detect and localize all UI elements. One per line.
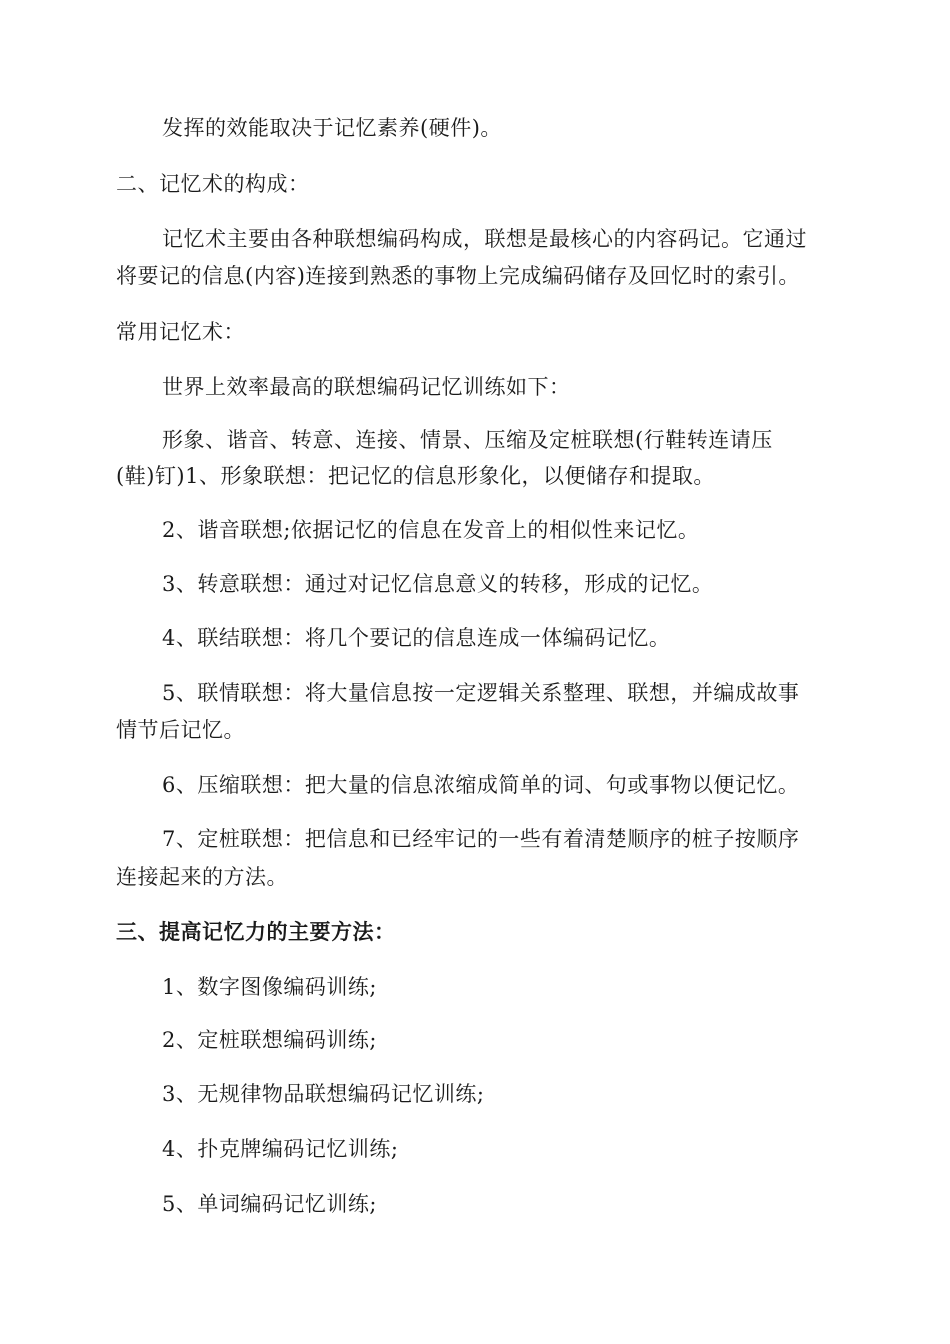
list-item: 3、无规律物品联想编码记忆训练; [162,1082,485,1106]
list-item: 连接起来的方法。 [116,865,288,889]
list-item: 1、数字图像编码训练; [162,975,377,999]
paragraph-line: 将要记的信息(内容)连接到熟悉的事物上完成编码储存及回忆时的索引。 [116,264,800,288]
list-item: 7、定桩联想：把信息和已经牢记的一些有着清楚顺序的桩子按顺序 [162,827,800,851]
section-heading: 二、记忆术的构成： [116,172,310,196]
section-heading: 三、提高记忆力的主要方法： [116,919,396,944]
paragraph-line: 发挥的效能取决于记忆素养(硬件)。 [162,116,502,140]
paragraph-line: 记忆术主要由各种联想编码构成，联想是最核心的内容码记。它通过 [162,227,807,251]
section-heading: 常用记忆术： [116,320,245,344]
list-item: 5、联情联想：将大量信息按一定逻辑关系整理、联想，并编成故事 [162,681,800,705]
list-item: 4、扑克牌编码记忆训练; [162,1137,399,1161]
list-item: 5、单词编码记忆训练; [162,1192,377,1216]
list-item: 2、定桩联想编码训练; [162,1028,377,1052]
paragraph-line: (鞋)钉)1、形象联想：把记忆的信息形象化，以便储存和提取。 [116,464,715,488]
list-item: 4、联结联想：将几个要记的信息连成一体编码记忆。 [162,626,671,650]
paragraph-line: 世界上效率最高的联想编码记忆训练如下： [162,375,571,399]
paragraph-line: 形象、谐音、转意、连接、情景、压缩及定桩联想(行鞋转连请压 [162,428,773,452]
list-item: 6、压缩联想：把大量的信息浓缩成简单的词、句或事物以便记忆。 [162,773,800,797]
list-item: 情节后记忆。 [116,718,245,742]
list-item: 3、转意联想：通过对记忆信息意义的转移，形成的记忆。 [162,572,714,596]
list-item: 2、谐音联想;依据记忆的信息在发音上的相似性来记忆。 [162,518,700,542]
